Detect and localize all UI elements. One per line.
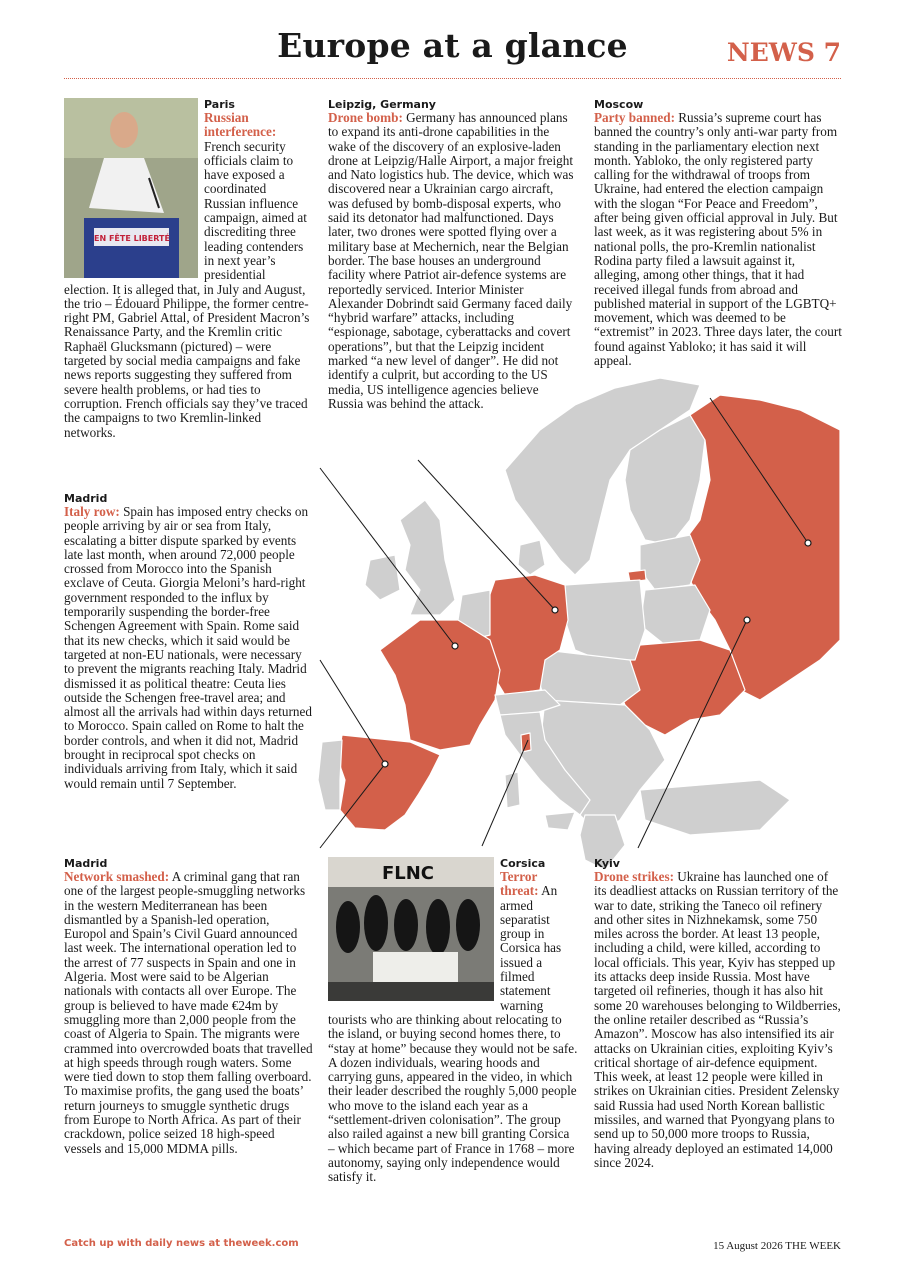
story-body: A criminal gang that ran one of the largest people-smuggling networks in the western Mediterranean has been dismantled by a Spanish-led operation, Europol and Spain’s Civil Guard announced last week. The international operation led to the arrest of 77 suspects in Spain and one in Algeria. Most were said to be Algerian nationals with contacts all over Europe. The group is believed to have made €24m by smuggling more than 2,000 people from the coast of Algeria to Spain. The migrants were crammed into overcrowded boats that travelled at high speeds through rough waters. Some were tied down to stop them falling overboard. To maximise profits, the gang used the boats’ return journeys to smuggle synthetic drugs from Europe to North Africa. As part of their crackdown, police seized 18 high-speed vessels and 15,000 MDMA pills.: [64, 869, 313, 1156]
map-belarus: [640, 585, 710, 645]
story-corsica: [328, 857, 578, 1185]
story-body: Ukraine has launched one of its deadliest attacks on Russian territory of the war to date, striking the Taneco oil refinery and other sites in Nizhnekamsk, some 750 miles across the border. At least 13 people, including a child, were killed, according to local officials. This year, Kyiv has stepped up its attacks deep inside Russia. Most have targeted oil refineries, though it has also hit some 20 warehouses belonging to Wildberries, the online retailer described as “Russia’s Amazon”. Moscow has also intensified its air attacks on Ukrainian cities, exploiting Kyiv’s critical shortage of air-defence equipment. This week, at least 12 people were killed in strikes on Ukrainian cities. President Zelensky said Russia had used North Korean ballistic missiles, and warned that Pyongyang plans to send up to 50,000 more troops to Russia, having already deployed an estimated 14,000 since 2024.: [594, 869, 841, 1170]
story-place: Madrid: [64, 857, 108, 870]
map-marker-madrid: [382, 761, 388, 767]
story-body: Spain has imposed entry checks on people arriving by air or sea from Italy, escalating a bitter dispute sparked by events late last month, when around 72,000 people crossed from Morocco into the Spanish exclave of Ceuta. Giorgia Meloni’s hard-right government responded to the influx by temporarily suspending the border-free Schengen Agreement with Spain. Rome said that its new checks, which it said would be targeted at non-EU nationals, were necessary to prevent the migrants reaching Italy. Madrid dismissed it as political theatre: Ceuta lies outside the Schengen free-travel area; and almost all the arrivals had within days returned to Morocco. Spain called on Rome to halt the border controls, and when it did not, Madrid brought in reciprocal spot checks on individuals arriving from Italy, which it said would remain until 7 September.: [64, 504, 312, 791]
map-sardinia: [505, 772, 520, 808]
story-place: Paris: [204, 98, 235, 111]
section-label: NEWS 7: [726, 38, 841, 67]
story-body: Russia’s supreme court has banned the country’s only anti-war party from standing in the parliamentary election next month. Yabloko, the only registered party calling for the withdrawal of troops from Ukraine, had entered the election campaign with the slogan “For Peace and Freedom”, after being given official approval in July. But last week, as it was registering about 5% in national polls, the pro-Kremlin nationalist Rodina party filed a lawsuit against it, alleging, among other things, that it had received illegal funds from abroad and published material in support of the LGBTQ+ movement, which was deemed to be “extremist” in 2023. Three days later, the court found against Yabloko; it has said it will appeal.: [594, 110, 842, 369]
map-marker-moscow: [805, 540, 811, 546]
story-kicker: Italy row:: [64, 504, 120, 519]
story-kicker: Party banned:: [594, 110, 675, 125]
story-kicker: Russian interference:: [204, 110, 277, 140]
story-kicker: Drone strikes:: [594, 869, 674, 884]
footer-issue-date: 15 August 2026 THE WEEK: [713, 1240, 841, 1252]
page-title: Europe at a glance: [277, 26, 628, 65]
map-baltics: [640, 535, 700, 590]
story-place: Corsica: [500, 857, 546, 870]
story-place: Kyiv: [594, 857, 620, 870]
story-place: Madrid: [64, 492, 108, 505]
story-place: Leipzig, Germany: [328, 98, 436, 111]
map-marker-paris: [452, 643, 458, 649]
podium-sign: EN FÊTE LIBERTÉ: [94, 234, 170, 243]
story-kyiv: [594, 857, 842, 1170]
map-ireland: [365, 555, 400, 600]
flnc-banner: FLNC: [381, 863, 435, 884]
story-madrid-network: [64, 857, 314, 1156]
story-madrid-italy-row: [64, 492, 314, 791]
map-spain: [338, 735, 440, 830]
story-place: Moscow: [594, 98, 644, 111]
story-body: An armed separatist group in Corsica has issued a filmed statement warning tourists who are thinking about relocating to the island, or buying second homes there, to “stay at home” because they would not be safe. A dozen individuals, wearing hoods and carrying guns, appeared in the video, in which their leader described the roughly 5,000 people who move to the island each year as a “settlement-driven colonisation”. The group also railed against a new bill granting Corsica – which became part of France in 1768 – more autonomy, saying only independence would satisfy it.: [328, 883, 578, 1185]
photo-glucksmann: [64, 98, 198, 278]
story-moscow: [594, 98, 842, 368]
story-kicker: Terror threat:: [500, 869, 539, 899]
map-france: [380, 620, 500, 750]
map-denmark: [518, 540, 545, 575]
map-uk: [400, 500, 455, 615]
story-body: French security officials claim to have exposed a coordinated Russian influence campaign, aimed at discrediting three leading contenders in next year’s presidential election. It is alleged that, in July and August, the trio – Édouard Philippe, the former centre-right PM, Gabriel Attal, of President Macron’s Renaissance Party, and the Kremlin critic Raphaël Glucksmann (pictured) – were targeted by social media campaigns and fake news reports suggesting they suffered from severe health problems, or had ties to corruption. French officials say they’ve traced the campaigns to two Kremlin-linked networks.: [64, 138, 310, 440]
map-poland: [565, 580, 645, 660]
story-paris: [64, 98, 311, 440]
story-kicker: Network smashed:: [64, 869, 170, 884]
photo-flnc: [328, 857, 494, 1001]
story-leipzig: [328, 98, 576, 411]
map-marker-kyiv: [744, 617, 750, 623]
footer-promo-link[interactable]: Catch up with daily news at theweek.com: [64, 1238, 299, 1249]
map-sicily: [545, 812, 575, 830]
map-portugal: [318, 740, 342, 810]
map-turkey: [640, 780, 790, 835]
map-marker-leipzig: [552, 607, 558, 613]
story-body: Germany has announced plans to expand its anti-drone capabilities in the wake of the discovery of an explosive-laden drone at Leipzig/Halle Airport, a major freight and Nato logistics hub. The device, which was discovered near a Ukrainian cargo aircraft, was defused by bomb-disposal experts, who said its detonator had malfunctioned. Days later, two drones were spotted flying over a military base at Mechernich, near the Belgian border. The base houses an underground facility where Patriot air-defence systems are reportedly serviced. Interior Minister Alexander Dobrindt said Germany faced daily “hybrid warfare” attacks, including “espionage, sabotage, cyberattacks and covert operations”, but that the Leipzig incident marked “a new level of danger”. He did not identify a culprit, but according to the US media, US intelligence agencies believe Russia was behind the attack.: [328, 110, 574, 411]
story-kicker: Drone bomb:: [328, 110, 403, 125]
map-corsica: [521, 733, 531, 752]
